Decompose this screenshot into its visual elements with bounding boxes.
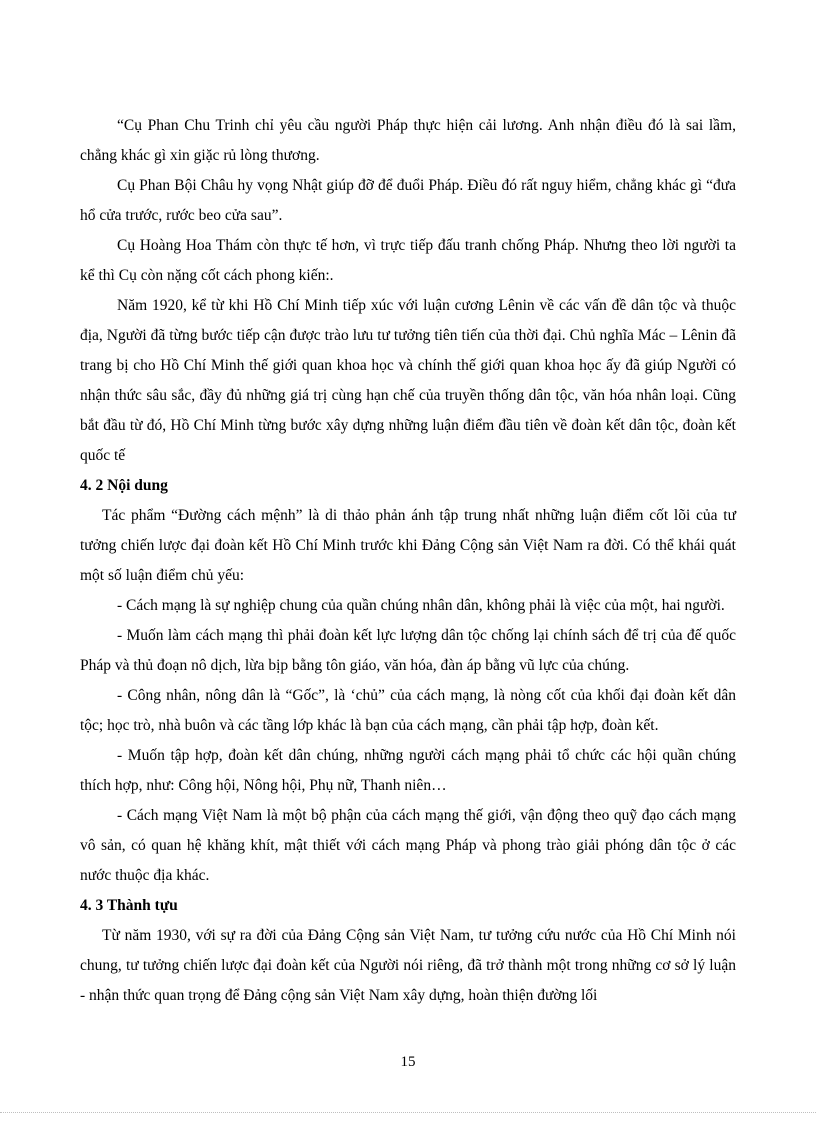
document-page: [80, 111, 736, 1011]
paragraph-tu-nam-1930: Từ năm 1930, với sự ra đời của Đảng Cộng sản Việt Nam, tư tưởng cứu nước của Hồ Chí Minh nói chung, tư tưởng chiến lược đại đoàn kết của Người nói riêng, đã trở thành một trong những cơ sở lý luận - nhận thức quan trọng để Đảng cộng sản Việt Nam xây dựng, hoàn thiện đường lối: [80, 927, 736, 1004]
list-item: - Muốn tập hợp, đoàn kết dân chúng, những người cách mạng phải tổ chức các hội quần chúng thích hợp, như: Công hội, Nông hội, Phụ nữ, Thanh niên…: [80, 747, 736, 794]
paragraph-nam-1920: Năm 1920, kể từ khi Hồ Chí Minh tiếp xúc với luận cương Lênin về các vấn đề dân tộc và thuộc địa, Người đã từng bước tiếp cận được trào lưu tư tưởng tiên tiến của thời đại. Chủ nghĩa Mác – Lênin đã trang bị cho Hồ Chí Minh thế giới quan khoa học và chính thế giới quan khoa học ấy đã giúp Người có nhận thức sâu sắc, đầy đủ những giá trị cùng hạn chế của truyền thống dân tộc, văn hóa nhân loại. Cũng bắt đầu từ đó, Hồ Chí Minh từng bước xây dựng những luận điểm đầu tiên về đoàn kết dân tộc, đoàn kết quốc tế: [80, 297, 736, 464]
list-item: - Muốn làm cách mạng thì phải đoàn kết lực lượng dân tộc chống lại chính sách để trị của đế quốc Pháp và thủ đoạn nô dịch, lừa bịp bằng tôn giáo, văn hóa, đàn áp bằng vũ lực của chúng.: [80, 627, 736, 674]
list-item: - Cách mạng Việt Nam là một bộ phận của cách mạng thế giới, vận động theo quỹ đạo cách mạng vô sản, có quan hệ khăng khít, mật thiết với cách mạng Pháp và phong trào giải phóng dân tộc ở các nước thuộc địa khác.: [80, 807, 736, 884]
paragraph-phan-boi-chau: Cụ Phan Bội Châu hy vọng Nhật giúp đỡ để đuổi Pháp. Điều đó rất nguy hiểm, chẳng khác gì “đưa hổ cửa trước, rước beo cửa sau”.: [80, 177, 736, 224]
paragraph-hoang-hoa-tham: Cụ Hoàng Hoa Thám còn thực tế hơn, vì trực tiếp đấu tranh chống Pháp. Nhưng theo lời người ta kể thì Cụ còn nặng cốt cách phong kiến:.: [80, 237, 736, 284]
page-number: 15: [400, 1054, 416, 1070]
section-heading-thanh-tuu: 4. 3 Thành tựu: [80, 897, 178, 914]
paragraph-duong-cach-menh: Tác phẩm “Đường cách mệnh” là di thảo phản ánh tập trung nhất những luận điểm cốt lõi của tư tưởng chiến lược đại đoàn kết Hồ Chí Minh trước khi Đảng Cộng sản Việt Nam ra đời. Có thể khái quát một số luận điểm chủ yếu:: [80, 507, 736, 584]
section-heading-noi-dung: 4. 2 Nội dung: [80, 477, 168, 494]
list-item: - Công nhân, nông dân là “Gốc”, là ‘chủ” của cách mạng, là nòng cốt của khối đại đoàn kết dân tộc; học trò, nhà buôn và các tầng lớp khác là bạn của cách mạng, cần phải tập hợp, đoàn kết.: [80, 687, 736, 734]
page-bottom-divider: [0, 1112, 816, 1113]
list-item: - Cách mạng là sự nghiệp chung của quần chúng nhân dân, không phải là việc của một, hai người.: [117, 597, 725, 614]
paragraph-phan-chu-trinh: “Cụ Phan Chu Trinh chỉ yêu cầu người Pháp thực hiện cải lương. Anh nhận điều đó là sai lầm, chẳng khác gì xin giặc rủ lòng thương.: [80, 117, 736, 164]
